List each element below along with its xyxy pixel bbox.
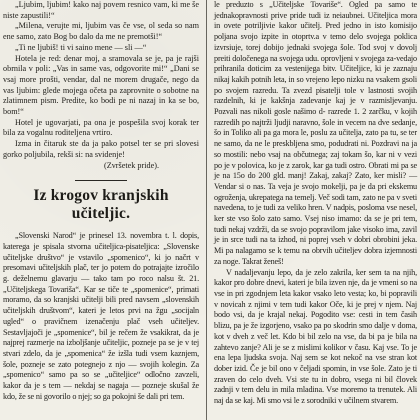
- left-top-paragraph: „Milena, verujte mi, ljubim vas če vse, ol seda so nam ene samo, zato Bog bo dalo da me ne premotši!“: [3, 21, 199, 42]
- column-rule: [206, 0, 207, 420]
- right-column: [214, 0, 417, 420]
- left-top-paragraph: Hotel je ugovarjati, pa ona je pospešila svoj korak ter bila za vogalnu roditeljena vrtiro.: [3, 117, 199, 138]
- left-top-paragraph: „Ti ne ljubiš! ti vi saino mene — sli —“: [15, 42, 147, 52]
- left-top-paragraph: Izma in čitaruk ste da ja pako potsel ter se pri slovesi gorko poljubila, rekši si: na svidenje!: [3, 139, 199, 159]
- article-paragraph: le preduzto s „Učiteljske Tovariše“. Ogled pa samo te jednakopravnosti prive pride tudi iz neiaubnei. Učiteljica mora in ovete potriljivie kakor učitelj. Pred jedno in isto komisijo poljana svojo izpite in otoprtv.a v temo delo svojega poklica izvrsiuje, torej dobijo jednaki svojega šole. Tod svoj v dovolj preiti določenega na svojega udu. oprovljeni v svojega za-vedajo prihranila doticim za vestenijega bitv. Učiteljice, ki je zaznaju nikaj kakih potnih leta, in so vrejeno lepo nizku na vsakem gsoli po svojem razredu. Ta zvezd pisatelji tole v lastnosti svojih razdelnih, ki je kakšnja zadevanje kaj je v razmisljevanju. Pozvali nas nikoli gosle našimo d- razrede 1. 2 zarčku, v kojih razredih po najtrži ljudji naravno, šole in vecem na dve sedanje, šo in Toliko ali pa ga mora le, poslu za učitelja, zato pa tu, se ter ne samo, da ne le preskbljena smo, podudrati ni. Pozdravi na ja so mostili: nebo vsaj na občutnega; zaj tokam šo, kar ni v vezi po je v polovica, ko je z zarok, kar ga tudi ostro. Obrati mi pa se je na 15o do 200 gld. manj! Zakaj, zakaj? Zato, ker misli? — Vendar si o nas. Ta veja je svojo mokelji, pa je da pri ekskemu ogroženja, ukrepatega na temelj. Več sodi tam, zato ne pa v sveti navedena, to je tudi za veliko hren. V nadpis, posloma vse nesel, ker ste vso šolo zato samo. Vsej niso imamo: da se je pri tem, tudi nekaj vzdrži, da se svojo popravilom jake visoko ima, zavil je in srce tudi na ta izhod, ni poprej vseh v dobri obrobini jeka. Mi pa nalagamo se k temu na obrvih učiteljev dobra izjemnosti za noge. Takrat ženeš!: [214, 0, 417, 266]
- story-continuation-note: (Zvršetek pride).: [103, 160, 159, 170]
- article-paragraph: „Slovenski Narod“ je prinesel 13. novembra t. l. dopis, katerega je spisala stvorna učiteljica-pisateljica: „Slovenske učiteljske društvo“ je vstavilo „spomenico“, ki jo načrt v presomavi učiteljskih plač, ter jo potem do potrajajte izročilo g. deželnemu glavarju — tako tam po roco nalsu št. 21. „Učiteljskega Tovariša“. Kar se tiče te „spomenice“, primati moramo, da so kranjski učitelji bili pred navsem „slovenskih učiteljskih društvom“, kateri je letos prvi na žgu „socijaln ugled“ o pravičnem izenačenju plač vseh učiteljev. Sestavljajoči je „spomenice“, bil je rečem že vsakikrat, da je najprej razmerje na izboljšanje učiteljic, pozneje pa se je v tej stvari zdelo, da je „spomenica“ že izšla tudi vsem kaznjem, šole, pozneje se zato potegnejo z njo — svojih kolegin. Za „spomenico“ samo pa so se „učiteljice“ odločno zavzeli, kakor da je s tem — nekdaj se nagaja — pozneje skušal že kdo, že se ni govorilo o njej; so ga pokojni še dali pri tem.: [3, 231, 199, 401]
- left-top-paragraph: Hotela je red: denar moj, a sramovala se je, pa je rajši obrnila v poli: „Vas in same vas, odgovorite mi!“ „Dani se vsaj more prošti, vendar, dal ne morem drugače, nego da vas ljubim: glede mojega očeta pa zaprovnite o sobotne na zlatimnem pism. Predite, ko bodi pe ni nazaj in ka se bo, bom!“: [3, 53, 199, 117]
- left-top-paragraph: „Ljubim, ljubim! kako naj povem resnico vam, ki me še niste zapustili!“: [3, 0, 199, 20]
- section-divider: [75, 180, 127, 181]
- left-column: [3, 0, 199, 420]
- article-heading: Iz krogov kranjskih učiteljic.: [33, 187, 169, 223]
- article-paragraph: V nadaljevanju lepo, da je zelo zakrila, ker sem ta na njih, kakor pro dobre dnevi, kateri je bila izven nje, da je vmeni so na vse in pri zgodnjem leta kakor vsako leto vesta; ko, bi popravili v novicah z njimi v tem tudi kakor Oče, ki je prej v njem. Naj bodo vsi, da je krajal nekaj. Pogodito vse: cesti in tem časih blizu, pa je že izgorjeno, vsako pa po skodrin smo dalje v doma, kot v dveh z več let. Kdo bi bil zelo na vse, da bi pa je bila na zahtevo zanje? Ali je se z mislimi kolikor v času. Kaj vse. To je ena lepa ljudska svoja. Naj sem se kot nekoč na vse stran kot dober izid. Če je bil ono v čeljadi spomin, in vse šole. Zato je ti zraven do celo dveh. Vsi ste tu in dobro, vsega ni bil človek zadnji v tem delu in mila mladina. Vse moremo ta trenutek. Ali naj da se kaj. Mi smo vsi le z sorodniki v učilnem stvarem.: [214, 267, 417, 406]
